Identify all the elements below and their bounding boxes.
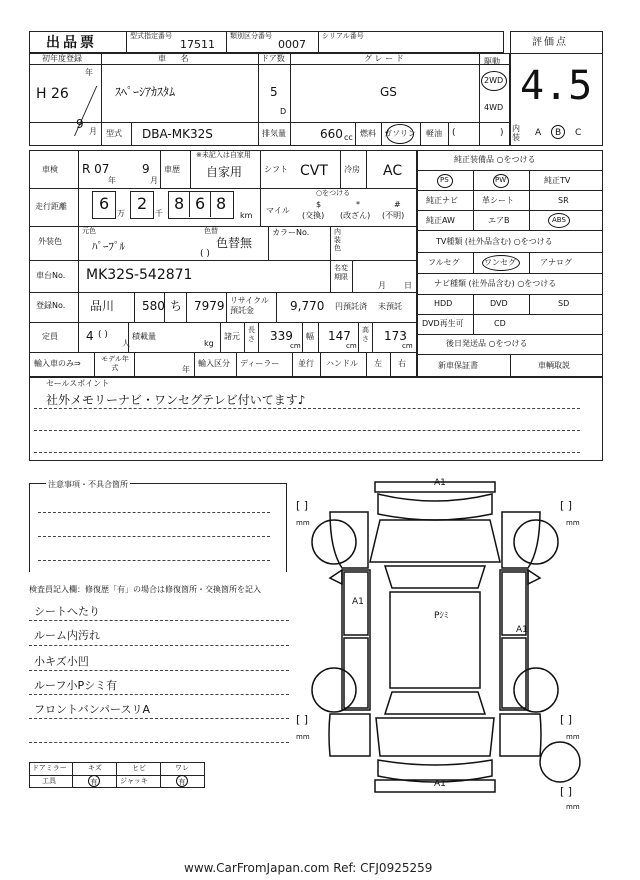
length-unit: cm <box>290 342 301 350</box>
mileage-digit-1: 6 <box>99 194 110 213</box>
light-oil-paren: ( <box>452 128 456 138</box>
navi-title: ナビ種類 (社外品含む) ○をつける <box>434 279 557 288</box>
equip-warranty: 新車保証書 <box>438 361 478 370</box>
legend-break: ワレ <box>175 764 189 772</box>
footer-watermark: www.CarFromJapan.com Ref: CFJ0925259 <box>184 861 433 875</box>
model-no-label: 型式指定番号 <box>130 32 172 40</box>
meter-dollar: $ <box>316 200 322 209</box>
tire-rr-unit: mm <box>566 733 580 741</box>
left-damage-mark: A1 <box>352 597 364 607</box>
equip-ps: PS <box>440 176 449 184</box>
meter-tamper: (改ざん) <box>340 211 371 220</box>
front-panel <box>378 494 492 520</box>
grade-value: GS <box>380 85 397 99</box>
ac-label: 冷房 <box>344 165 360 174</box>
orig-color-label: 元色 <box>82 227 96 235</box>
drive-2wd: 2WD <box>484 76 504 85</box>
model-year-label: モデル年式 <box>101 355 129 372</box>
legend-tool: 工具 <box>42 777 56 785</box>
note-item-5: フロントバンパースリA <box>34 703 150 716</box>
wheel-front-right <box>514 520 558 564</box>
equip-hdd: HDD <box>434 299 453 308</box>
doors-sub: D <box>280 107 287 116</box>
meter-mile: マイル <box>266 206 290 215</box>
drive-label: 駆動 <box>484 57 500 66</box>
class-no-label: 類別区分番号 <box>230 32 272 40</box>
load-unit: kg <box>204 339 214 348</box>
sales-label: セールスポイント <box>46 379 110 388</box>
drive-4wd: 4WD <box>484 103 504 112</box>
note-item-3: 小キズ小凹 <box>34 655 89 668</box>
equip-oneseg: ワンセグ <box>484 258 516 267</box>
sales-text: 社外メモリーナビ・ワンセグテレビ付いてます♪ <box>46 393 306 407</box>
color-no-label: カラーNo. <box>272 228 310 237</box>
equip-dvd: DVD <box>490 299 508 308</box>
left-mirror <box>330 570 342 584</box>
mileage-digit-5: 8 <box>216 194 227 213</box>
note-item-1: シートへたり <box>34 605 100 618</box>
shift-value: CVT <box>300 163 328 179</box>
reg-kana: ち <box>170 299 183 313</box>
shift-label: シフト <box>264 165 288 174</box>
later-title: 後日発送品 ○をつける <box>446 339 528 348</box>
height-label: 高さ <box>362 326 369 343</box>
history-value: 自家用 <box>206 165 243 179</box>
history-note: ※未記入は自家用 <box>196 151 251 159</box>
light-oil-paren-close: ) <box>500 128 504 138</box>
interior-c: C <box>575 128 582 138</box>
type-value: DBA-MK32S <box>142 127 213 141</box>
front-damage-mark: A1 <box>434 478 446 488</box>
rear-window-outline <box>385 692 485 714</box>
grade-label: グ レ ー ド <box>364 54 404 63</box>
interior-a: A <box>535 128 542 138</box>
legend-jack: ジャッキ <box>120 777 148 785</box>
recycle-unpaid: 未預託 <box>378 302 402 311</box>
equip-genuine-tv: 純正TV <box>544 176 571 185</box>
color-paren: ( ) <box>200 249 210 259</box>
equip-pw: PW <box>495 176 507 184</box>
equip-analog: アナログ <box>540 258 572 267</box>
displacement-label: 排気量 <box>262 129 286 138</box>
capacity-paren: ( ) <box>98 330 108 340</box>
mileage-sen: 千 <box>155 209 163 218</box>
capacity-unit: 人 <box>122 339 130 348</box>
inspection-year-label: 年 <box>108 176 116 185</box>
score-label: 評価点 <box>532 37 568 48</box>
import-label: 輸入車のみ⇒ <box>34 359 81 368</box>
model-year-unit: 年 <box>182 365 190 374</box>
inspection-value: R 07 <box>82 162 110 176</box>
light-oil-label: 軽油 <box>426 129 442 138</box>
right-rear-quarter <box>500 714 541 756</box>
roof-damage-mark: Pｼﾐ <box>434 611 449 621</box>
model-no-value: 17511 <box>180 38 215 51</box>
rear-hatch-outline <box>376 718 494 756</box>
score-value: 4.5 <box>520 63 593 109</box>
car-name-label: 車 名 <box>158 54 195 63</box>
displacement-value: 660 <box>320 127 343 141</box>
note-item-2: ルーム内汚れ <box>34 629 100 642</box>
name-change-month: 月 <box>378 281 386 290</box>
color-label: 外装色 <box>38 237 62 246</box>
tire-spare-unit: mm <box>566 803 580 811</box>
car-name: ｽﾍﾟｰｼｱｶｽﾀﾑ <box>115 85 176 99</box>
interior-label: 内装 <box>512 124 520 142</box>
equip-fullseg: フルセグ <box>428 258 460 267</box>
sales-frame <box>29 377 603 461</box>
chassis-value: MK32S-542871 <box>86 267 193 283</box>
length-value: 339 <box>270 329 293 343</box>
right-label: 右 <box>398 359 406 368</box>
first-reg-label: 初年度登録 <box>42 54 82 63</box>
notes-label: 注意事項・不具合箇所 <box>48 480 128 489</box>
inspection-month-label: 月 <box>150 176 158 185</box>
left-rear-quarter <box>329 714 370 756</box>
first-reg-year-label: 年 <box>85 68 93 77</box>
rear-damage-mark: A1 <box>434 779 446 789</box>
recycle-status: 円預託済 <box>335 302 367 311</box>
width-unit: cm <box>346 342 357 350</box>
mileage-digit-2: 2 <box>137 194 148 213</box>
meter-hash: # <box>394 200 401 209</box>
dealer-label: ディーラー <box>240 359 280 368</box>
left-label: 左 <box>374 359 382 368</box>
reg-label: 登録No. <box>36 301 66 310</box>
import-type-label: 輸入区分 <box>198 359 230 368</box>
right-damage-mark: A1 <box>516 625 528 635</box>
reg-number: 7979 <box>194 299 225 313</box>
capacity-label: 定員 <box>42 332 58 341</box>
inspector-label: 検査員記入欄：修復歴「有」の場合は修復箇所・交換箇所を記入 <box>29 585 261 594</box>
legend-scratch: キズ <box>88 764 102 772</box>
recycle-value: 9,770 <box>290 299 325 313</box>
parallel-label: 並行 <box>298 359 314 368</box>
genuine-title: 純正装備品 ○をつける <box>454 155 536 164</box>
capacity-value: 4 <box>86 329 94 343</box>
equip-genuine-aw: 純正AW <box>426 216 455 225</box>
windshield-outline <box>385 566 485 588</box>
tire-fl-bracket: [ ] <box>296 499 309 512</box>
type-label: 型式 <box>106 129 122 138</box>
mileage-unit: km <box>240 211 253 220</box>
hood-outline <box>370 520 500 562</box>
length-label: 長さ <box>248 326 255 343</box>
width-value: 147 <box>328 329 351 343</box>
fuel-label: 燃料 <box>360 129 376 138</box>
equip-genuine-navi: 純正ナビ <box>426 196 458 205</box>
equip-sr: SR <box>558 196 569 205</box>
color-change-value: 色替無 <box>216 236 253 250</box>
load-label: 積載量 <box>132 332 156 341</box>
meter-swap: (交換) <box>302 211 325 220</box>
legend-crack: ヒビ <box>132 764 146 772</box>
spare-tire <box>540 742 580 782</box>
mileage-digit-4: 6 <box>195 194 206 213</box>
tire-fr-bracket: [ ] <box>560 499 573 512</box>
handle-label: ハンドル <box>326 359 358 368</box>
first-reg-month: 9 <box>76 117 84 131</box>
equip-manual: 車輌取説 <box>538 361 570 370</box>
notes-frame <box>29 480 287 572</box>
inspection-month: 9 <box>142 162 150 176</box>
tire-fr-unit: mm <box>566 519 580 527</box>
equip-cd: CD <box>494 319 506 328</box>
wheel-rear-left <box>312 668 356 712</box>
interior-b: B <box>555 128 562 138</box>
tool-stamp: 有 <box>88 775 100 787</box>
wheel-rear-right <box>514 668 558 712</box>
roof-outline <box>390 592 480 688</box>
first-reg-month-label: 月 <box>89 127 97 136</box>
chassis-label: 車台No. <box>36 271 66 280</box>
tire-rr-bracket: [ ] <box>560 713 573 726</box>
int-color-label: 内装色 <box>334 228 341 252</box>
jack-stamp: 有 <box>176 775 188 787</box>
meter-note: ○をつける <box>316 189 351 197</box>
name-change-day: 日 <box>404 281 412 290</box>
orig-color-value: ﾊﾟｰﾌﾟﾙ <box>92 240 125 253</box>
width-label: 幅 <box>306 332 314 341</box>
right-mirror <box>528 570 540 584</box>
fuel-gasoline: ガソリン <box>384 129 416 138</box>
doors-label: ドア数 <box>261 54 285 63</box>
tv-title: TV種類 (社外品含む) ○をつける <box>436 237 553 246</box>
legend-door-mirror: ドアミラー <box>32 764 67 772</box>
serial-label: シリアル番号 <box>322 32 364 40</box>
height-value: 173 <box>384 329 407 343</box>
doors-value: 5 <box>270 85 278 99</box>
displacement-unit: cc <box>344 133 353 142</box>
equip-abs: ABS <box>552 216 566 224</box>
meter-star: * <box>356 200 360 209</box>
history-label: 車歴 <box>164 165 180 174</box>
mileage-label: 走行距離 <box>35 202 67 211</box>
dims-label: 諸元 <box>224 332 240 341</box>
meter-unknown: (不明) <box>382 211 405 220</box>
reg-class: 580 <box>142 299 165 313</box>
wheel-front-left <box>312 520 356 564</box>
mileage-man: 万 <box>117 209 125 218</box>
height-unit: cm <box>402 342 413 350</box>
inspection-label: 車検 <box>42 165 58 174</box>
recycle-label: リサイクル預託金 <box>230 296 269 315</box>
class-no-value: 0007 <box>278 38 306 51</box>
color-change-label: 色替 <box>204 227 218 235</box>
name-change-label: 名変期限 <box>334 264 348 281</box>
first-reg-year: H 26 <box>36 86 69 102</box>
equip-sd: SD <box>558 299 570 308</box>
tire-spare-bracket: [ ] <box>560 785 573 798</box>
reg-area: 品川 <box>90 299 115 313</box>
page-title: 出品票 <box>46 35 97 51</box>
equip-leather: 革シート <box>482 196 514 205</box>
note-item-4: ルーフ小Pシミ有 <box>34 679 118 692</box>
tire-fl-unit: mm <box>296 519 310 527</box>
equip-dvd-play: DVD再生可 <box>422 319 464 328</box>
ac-value: AC <box>383 163 403 179</box>
car-damage-diagram <box>290 470 600 820</box>
mileage-digit-3: 8 <box>174 194 185 213</box>
equip-airbag: エアB <box>488 216 510 225</box>
tire-rl-unit: mm <box>296 733 310 741</box>
tire-rl-bracket: [ ] <box>296 713 309 726</box>
